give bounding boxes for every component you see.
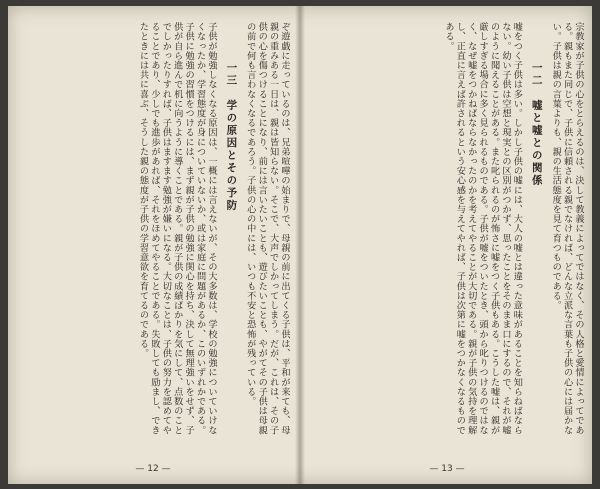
left-page-text-top: ぞ遊戯に走っているのは、兄弟喧嘩の始まりで、母親の前に出てくる子供は、平和が来ても、母親の重みある一日は、親は皆知らない。そこで、大声でしかってしまう。だが、これは、その子供の心を傷つけることになり、前には言いたいことも、遊びたいことも、やがてその子供は母親の前で何も言わなくなるであろう。子供の心の中には、いつも不安と恐怖が残っている。 — [244, 22, 290, 435]
right-page-text-top: 宗教家が子供の心をとらえるのは、決して教義によってではなく、その人格と愛情によってである。親もまた同じで、子供に信頼される親でなければ、どんな立派な言葉も子供の心には届かない。子供は親の言葉よりも、親の生活態度を見て育つものである。 — [550, 22, 584, 435]
left-page-section-heading: 一三 学の原因とその予防 — [225, 62, 238, 212]
book-spread — [8, 6, 592, 484]
right-page-number-value: 13 — [441, 464, 453, 474]
left-page — [8, 6, 298, 484]
left-page-body — [18, 22, 290, 442]
right-page-text-bottom: 嘘をつく子供は多い。しかし子供の嘘には、大人の嘘とは違った意味があることを知らねばならない。幼い子供は空想と現実との区別がつかず、思ったことをそのまま口にするので、それが嘘のように聞えることがある。また叱られるのが怖さに嘘をつく子供もある。こうした嘘は、親が厳しすぎる場合に多く見られるものである。子供が嘘をついたとき、頭から叱りつけるのではなく、なぜ嘘をつかねばならなかったのかを考えてやることが大切である。親が子供の気持を理解し、正直に言えば許されるという安心感を与えてやれば、子供は次第に嘘をつかなくなるものである。 — [442, 22, 523, 435]
right-page — [302, 6, 592, 484]
right-page-section-heading: 一二 嘘と嘘との関係 — [530, 62, 543, 187]
left-page-number-value: 12 — [147, 464, 159, 474]
right-page-number: — 13 — — [429, 464, 465, 474]
right-page-body — [312, 22, 584, 442]
left-page-text-bottom: 子供が勉強しなくなる原因は、一概には言えないが、その大多数は、学校の勉強についていけなくなったか、学習態度が身についていないか、或は家庭に問題があるか、このいずれかである。子供に勉強の習慣をつけるには、まず親が子供の勉強に関心を持ち、決して無理強いをせず、子供が自ら進んで机に向うように導くことである。親が子供の成績ばかりを気にして、点数のことでしかったりすれば、子供はますます勉強が嫌いになる。大切なことは、子供の努力を認めてやることであり、少しでも進歩があれば、それをほめてやることである。失敗しても励まし、できたときには共に喜ぶ、そうした親の態度が子供の学習意欲を育てるのである。 — [137, 22, 217, 435]
left-page-number: — 12 — — [135, 464, 171, 474]
